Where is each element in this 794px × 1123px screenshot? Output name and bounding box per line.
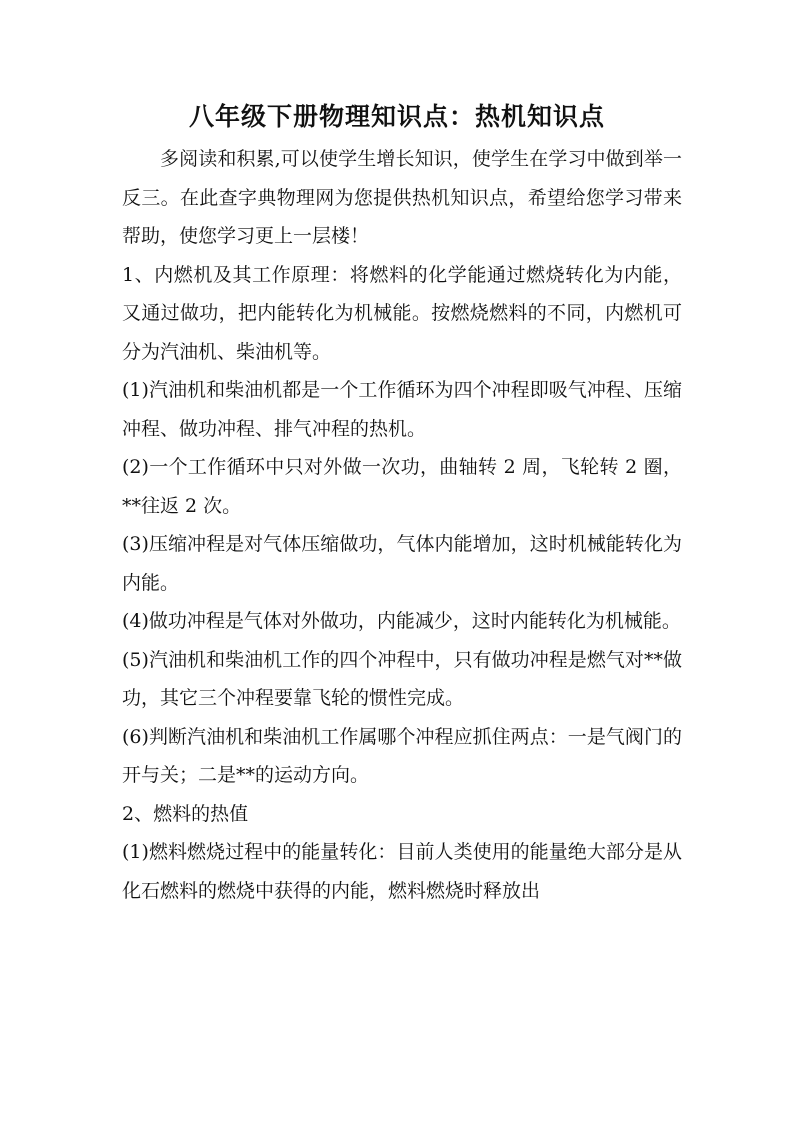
point-6-paragraph: (6)判断汽油机和柴油机工作属哪个冲程应抓住两点：一是气阀门的开与关；二是**的运动方向。 <box>122 725 682 786</box>
section-1-paragraph: 1、内燃机及其工作原理：将燃料的化学能通过燃烧转化为内能，又通过做功，把内能转化为机械能。按燃烧燃料的不同，内燃机可分为汽油机、柴油机等。 <box>122 263 682 363</box>
section-2-heading: 2、燃料的热值 <box>122 802 249 825</box>
point-3-paragraph: (3)压缩冲程是对气体压缩做功，气体内能增加，这时机械能转化为内能。 <box>122 533 682 594</box>
intro-paragraph: 多阅读和积累,可以使学生增长知识，使学生在学习中做到举一反三。在此查字典物理网为您提供热机知识点，希望给您学习带来帮助，使您学习更上一层楼！ <box>122 148 682 247</box>
document-title: 八年级下册物理知识点：热机知识点 <box>188 102 605 131</box>
document-body <box>122 140 682 910</box>
point-4-paragraph: (4)做功冲程是气体对外做功，内能减少，这时内能转化为机械能。 <box>122 610 681 632</box>
point-2-paragraph: (2)一个工作循环中只对外做一次功，曲轴转 2 周，飞轮转 2 圈，**往返 2 次。 <box>122 456 682 517</box>
section-2-point-1-paragraph: (1)燃料燃烧过程中的能量转化：目前人类使用的能量绝大部分是从化石燃料的燃烧中获得的内能，燃料燃烧时释放出 <box>122 841 682 902</box>
point-1-paragraph: (1)汽油机和柴油机都是一个工作循环为四个冲程即吸气冲程、压缩冲程、做功冲程、排气冲程的热机。 <box>122 379 682 440</box>
point-5-paragraph: (5)汽油机和柴油机工作的四个冲程中，只有做功冲程是燃气对**做功，其它三个冲程要靠飞轮的惯性完成。 <box>122 648 682 709</box>
